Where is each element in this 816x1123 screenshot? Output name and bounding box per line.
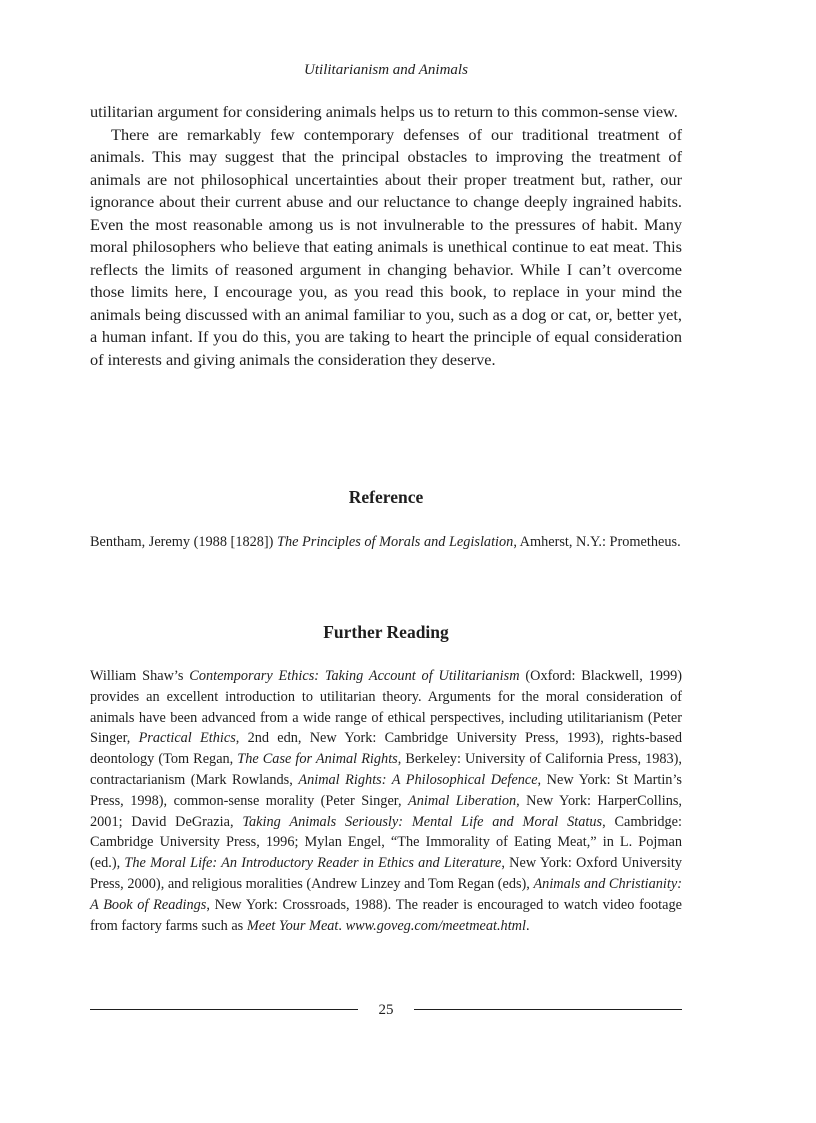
url-link[interactable]: www.goveg.com/meetmeat.html <box>345 917 526 934</box>
text-segment: . <box>338 917 346 934</box>
book-title: Contemporary Ethics: Taking Account of Utilitarianism <box>189 668 520 684</box>
reference-list <box>90 532 682 553</box>
further-reading-heading: Further Reading <box>323 622 449 642</box>
reference-title: The Principles of Morals and Legislation <box>277 534 514 550</box>
body-text <box>90 101 682 371</box>
book-title: Animal Liberation <box>408 792 517 809</box>
text-segment: , New York: St Martin’s Press, 1998), common-sense morality (Peter Singer, <box>90 771 682 809</box>
running-head: Utilitarianism and Animals <box>304 62 468 78</box>
text-segment: , New York: Crossroads, 1988). The reader is encouraged to watch video footage from factory farms such as <box>90 896 682 934</box>
text-segment: (Oxford: Blackwell, 1999) provides an excellent introduction to utilitarian theory. Arguments for the moral consideration of animals have been advanced from a wide range of ethical perspectives, including utilitarianism (Peter Singer, <box>90 668 683 747</box>
page-footer <box>90 1000 682 1022</box>
text-segment: . <box>525 917 530 934</box>
reference-heading: Reference <box>348 487 424 507</box>
book-title: The Moral Life: An Introductory Reader in Ethics and Literature <box>124 855 502 872</box>
further-reading-text <box>90 666 682 936</box>
text-segment: , 2nd edn, New York: Cambridge University Press, 1993), rights-based deontology (Tom Regan, <box>90 730 683 768</box>
body-paragraph: There are remarkably few contemporary defenses of our traditional treatment of animals. This may suggest that the principal obstacles to improving the treatment of animals are not philosophical uncertainties about their proper treatment but, rather, our ignorance about their current abuse and our reluctance to change deeply ingrained habits. Even the most reasonable among us is not invulnerable to the pressures of habit. Many moral philosophers who believe that eating animals is unethical continue to eat meat. This reflects the limits of reasoned argument in changing behavior. While I can’t overcome those limits here, I encourage you, as you read this book, to replace in your mind the animals being discussed with an animal familiar to you, such as a dog or cat, or, better yet, a human infant. If you do this, you are taking to heart the principle of equal consideration of interests and giving animals the consideration they deserve. <box>90 124 682 369</box>
text-segment: , New York: HarperCollins, 2001; David DeGrazia, <box>90 792 683 830</box>
reference-entry <box>90 532 682 553</box>
page-number: 25 <box>378 1002 394 1018</box>
book-title: Taking Animals Seriously: Mental Life and Moral Status <box>242 813 603 830</box>
reference-author: Bentham, Jeremy (1988 [1828]) <box>90 534 278 550</box>
reference-publisher: , Amherst, N.Y.: Prometheus. <box>513 534 681 550</box>
body-paragraph: utilitarian argument for considering animals helps us to return to this common-sense view. <box>90 102 678 121</box>
footer-rule-right <box>414 1009 682 1010</box>
text-segment: , New York: Oxford University Press, 2000), and religious moralities (Andrew Linzey and Tom Regan (eds), <box>90 855 682 892</box>
further-reading-paragraph <box>90 666 682 936</box>
book-title: Animal Rights: A Philosophical Defence <box>298 771 538 788</box>
book-title: The Case for Animal Rights <box>237 751 398 768</box>
book-title: Animals and Christianity: A Book of Readings <box>90 875 682 913</box>
book-title: Practical Ethics <box>138 730 236 747</box>
text-segment: , Berkeley: University of California Press, 1983), contractarianism (Mark Rowlands, <box>90 751 682 788</box>
video-title: Meet Your Meat <box>246 917 339 934</box>
text-segment: , Cambridge: Cambridge University Press, 1996; Mylan Engel, “The Immorality of Eating Meat,” in L. Pojman (ed.), <box>90 813 682 872</box>
text-segment: William Shaw’s <box>90 668 190 684</box>
